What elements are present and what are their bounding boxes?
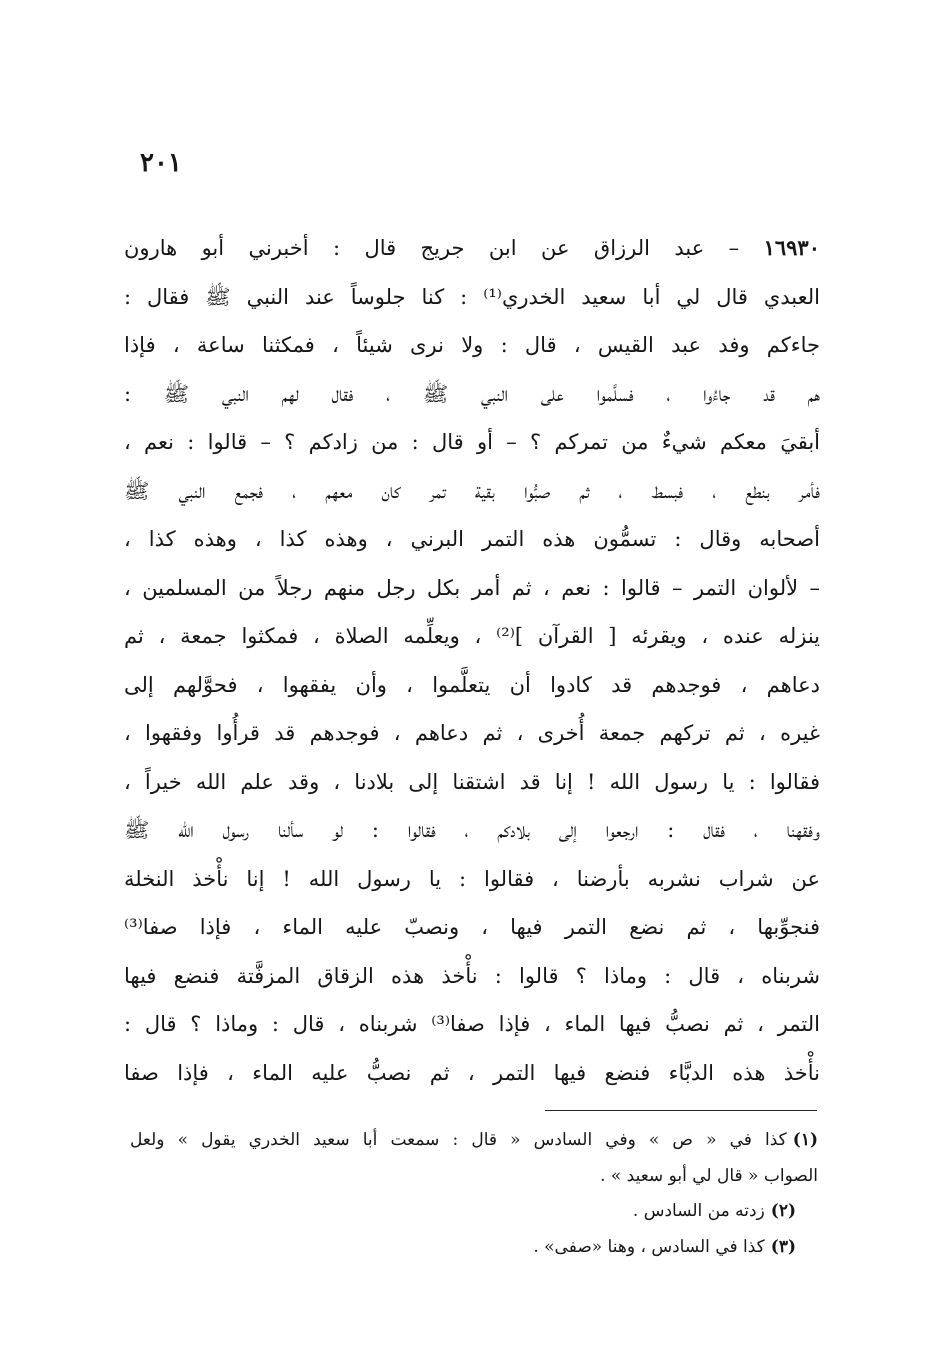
body-line: فنجوِّبها ، ثم نضع التمر فيها ، ونصبّ عليه الماء ، فإذا صفا⁽³⁾ [124,915,820,939]
body-line: أبقيَ معكم شيءٌ من تمركم ؟ – أو قال : من زادكم ؟ – قالوا : نعم ، [124,430,820,454]
footnote-2 [130,1194,818,1230]
body-line: وفقهنا ، فقال : ارجعوا إلى بلادكم ، فقالوا : لو سألنا رسول الله ﷺ [124,818,820,842]
footnote-text: كذا في « ص » وفي السادس « قال : سمعت أبا سعيد الخدري يقول » ولعل [130,1130,787,1150]
body-line: شربناه ، قال : وماذا ؟ قالوا : نأْخذ هذه الزقاق المزفَّتة فنضع فيها [124,963,820,988]
body-line [124,224,820,273]
body-line: عن شراب نشربه بأرضنا ، فقالوا : يا رسول الله ! إنا نأْخذ النخلة [124,866,820,891]
page-number: ٢٠١ [140,148,182,178]
footnote-text: زدته من السادس . [632,1201,765,1221]
footnotes [130,1123,818,1265]
footnote-text: كذا في السادس ، وهنا «صفى» . [533,1236,765,1257]
body-line: دعاهم ، فوجدهم قد كادوا أن يتعلَّموا ، وأن يفقهوا ، فحوَّلهم إلى [124,672,820,697]
body-line: العبدي قال لي أبا سعيد الخدري⁽¹⁾ : كنا جلوساً عند النبي ﷺ فقال : [124,284,820,309]
body-line: فأمر بنطع ، فبسط ، ثم صبُّوا بقية تمر كان معهم ، فجمع النبي ﷺ [124,478,820,503]
body-line-text: – عبد الرزاق عن ابن جريج قال : أخبرني أبو هارون [124,236,740,260]
body-line: ينزله عنده ، ويقرئه [ القرآن ]⁽²⁾ ، ويعلِّمه الصلاة ، فمكثوا جمعة ، ثم [124,624,820,648]
body-line: التمر ، ثم نصبُّ فيها الماء ، فإذا صفا⁽³⁾ شربناه ، قال : وماذا ؟ قال : [124,1012,820,1036]
body-line: جاءكم وفد عبد القيس ، قال : ولا نرى شيئاً ، فمكثنا ساعة ، فإذا [124,333,820,357]
footnote-1-continuation: الصواب « قال لي أبو سعيد » . [600,1165,818,1186]
footnote-number: (٢) [770,1201,796,1221]
hadith-number: ١٦٩٣٠ [763,235,820,260]
footnote-1 [130,1123,818,1159]
body-line: غيره ، ثم تركهم جمعة أُخرى ، ثم دعاهم ، فوجدهم قد قرأُوا وفقهوا ، [124,721,820,745]
hadith-body [124,224,820,1097]
body-line: أصحابه وقال : تسمُّون هذه التمر البرني ، وهذه كذا ، وهذه كذا ، [124,527,820,551]
body-line: هم قد جاءُوا ، فسلَّموا على النبي ﷺ ، فقال لهم النبي ﷺ : [124,381,820,406]
footnote-number: (٣) [770,1236,796,1257]
footnote-divider [545,1110,817,1111]
body-line: – لألوان التمر – قالوا : نعم ، ثم أمر بكل رجل منهم رجلاً من المسلمين ، [124,575,820,600]
footnote-3 [130,1230,818,1266]
body-line: فقالوا : يا رسول الله ! إنا قد اشتقنا إلى بلادنا ، وقد علم الله خيراً ، [124,769,820,794]
body-line: نأْخذ هذه الدبَّاء فنضع فيها التمر ، ثم نصبُّ عليه الماء ، فإذا صفا [124,1060,820,1085]
footnote-number: (١) [792,1130,818,1150]
